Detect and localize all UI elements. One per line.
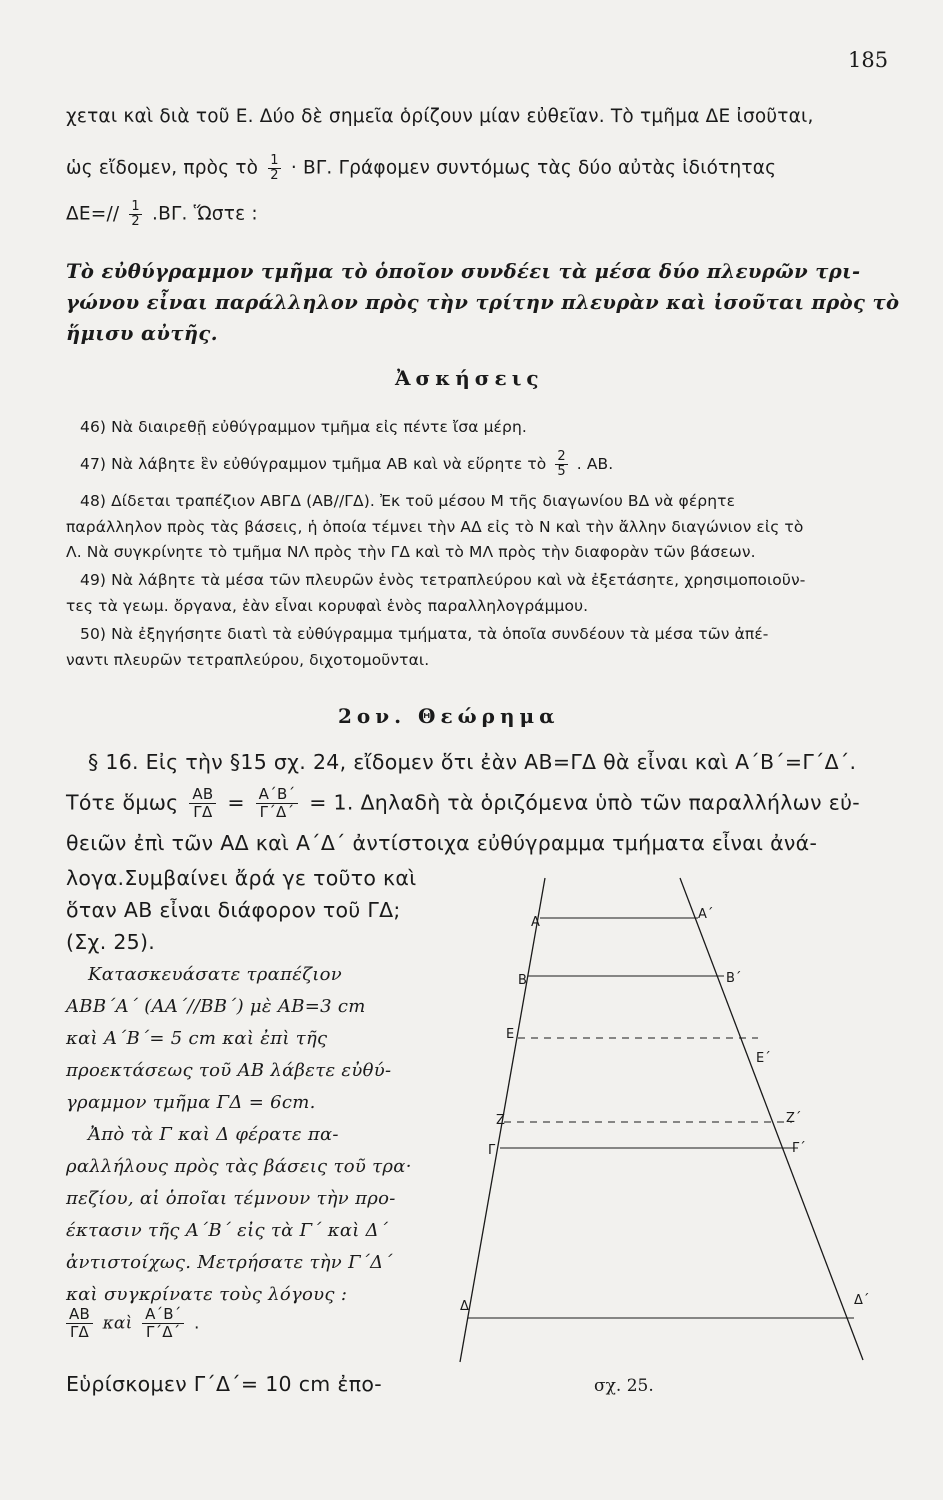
two-fifths-fraction bbox=[555, 450, 567, 479]
two-fifths-den: 5 bbox=[557, 464, 566, 479]
exercise-50-line-2: ναντι πλευρῶν τετραπλεύρου, διχοτομοῦνται. bbox=[66, 651, 430, 669]
exercises-heading: Ἀσκήσεις bbox=[395, 366, 544, 390]
last-line: Εὑρίσκομεν Γ΄Δ΄= 10 cm ἐπο- bbox=[66, 1372, 382, 1396]
ratio-ab-2: ΑΒ bbox=[66, 1306, 93, 1324]
construction-line-10: ἀντιστοίχως. Μετρήσατε τὴν Γ΄Δ΄ bbox=[66, 1252, 393, 1273]
equals-sign: = bbox=[227, 790, 245, 815]
ratio-g1d1: Γ΄Δ΄ bbox=[259, 803, 295, 821]
construction-line-5: γραμμον τμῆμα ΓΔ = 6cm. bbox=[66, 1092, 316, 1113]
section16-line-2b: = 1. Δηλαδὴ τὰ ὁριζόμενα ὑπὸ τῶν παραλλήλων εὐ- bbox=[309, 790, 860, 815]
section16-line-2a: Τότε ὅμως bbox=[66, 790, 179, 815]
intro-line-1: χεται καὶ διὰ τοῦ Ε. Δύο δὲ σημεῖα ὁρίζουν μίαν εὐθεῖαν. Τὸ τμῆμα ΔΕ ἰσοῦται, bbox=[66, 106, 814, 127]
ratio-g1d1-2: Γ΄Δ΄ bbox=[146, 1323, 181, 1341]
label-d: Δ bbox=[460, 1299, 469, 1314]
ratio-ab-gd bbox=[189, 786, 216, 821]
exercise-48-line-3: Λ. Νὰ συγκρίνητε τὸ τμῆμα ΝΛ πρὸς τὴν ΓΔ καὶ τὸ ΜΛ πρὸς τὴν διαφορὰν τῶν βάσεων. bbox=[66, 543, 756, 561]
construction-line-8: πεζίου, αἱ ὁποῖαι τέμνουν τὴν προ- bbox=[66, 1188, 396, 1209]
label-g1: Γ΄ bbox=[792, 1141, 806, 1156]
half-den-2: 2 bbox=[131, 214, 140, 229]
intro-line-2a: ὡς εἴδομεν, πρὸς τὸ bbox=[66, 157, 259, 179]
intro-line-3 bbox=[66, 200, 258, 229]
label-z: Ζ bbox=[496, 1113, 505, 1128]
construction-line-9: έκτασιν τῆς Α΄Β΄ εἰς τὰ Γ΄ καὶ Δ΄ bbox=[66, 1220, 389, 1241]
section16-line-3: θειῶν ἐπὶ τῶν ΑΔ καὶ Α΄Δ΄ ἀντίστοιχα εὐθύγραμμα τμήματα εἶναι ἀνά- bbox=[66, 831, 818, 855]
ratio-a1b1-g1d1-2 bbox=[142, 1306, 184, 1341]
exercise-50-line-1: 50) Νὰ ἐξηγήσητε διατὶ τὰ εὐθύγραμμα τμήματα, τὰ ὁποῖα συνδέουν τὰ μέσα τῶν ἀπέ- bbox=[80, 625, 769, 643]
construction-line-1: Κατασκευάσατε τραπέζιον bbox=[88, 964, 343, 985]
intro-line-3a: ΔΕ=// bbox=[66, 203, 120, 225]
theorem-line-2: γώνου εἶναι παράλληλον πρὸς τὴν τρίτην πλευρὰν καὶ ἰσοῦται πρὸς τὸ bbox=[66, 291, 900, 314]
construction-line-7: ραλλήλους πρὸς τὰς βάσεις τοῦ τρα· bbox=[66, 1156, 412, 1177]
exercise-47 bbox=[80, 450, 613, 479]
ratio-gd-2: ΓΔ bbox=[69, 1323, 89, 1341]
ratio-ab: ΑΒ bbox=[189, 786, 216, 804]
ratio-a1b1: Α΄Β΄ bbox=[256, 786, 299, 804]
ratio-a1b1-g1d1 bbox=[256, 786, 299, 821]
section16-line-6: (Σχ. 25). bbox=[66, 930, 156, 954]
ratio-end-dot: . bbox=[194, 1313, 200, 1334]
label-e1: Ε΄ bbox=[756, 1051, 771, 1066]
section16-line-1: § 16. Εἰς τὴν §15 σχ. 24, εἴδομεν ὅτι ἐὰν ΑΒ=ΓΔ θὰ εἶναι καὶ Α΄Β΄=Γ΄Δ΄. bbox=[88, 750, 857, 774]
ratio-ab-gd-2 bbox=[66, 1306, 93, 1341]
theorem-line-3: ἥμισυ αὐτῆς. bbox=[66, 322, 218, 345]
ratio-gd: ΓΔ bbox=[193, 803, 213, 821]
section16-line-4: λογα.Συμβαίνει ἄρά γε τοῦτο καὶ bbox=[66, 866, 417, 890]
kai-word: καὶ bbox=[102, 1313, 133, 1334]
exercise-48-line-2: παράλληλον πρὸς τὰς βάσεις, ἡ ὁποία τέμνει τὴν ΑΔ εἰς τὸ Ν καὶ τὴν ἄλλην διαγώνιον εἰς τὸ bbox=[66, 518, 804, 536]
label-a1: Α΄ bbox=[698, 907, 714, 922]
exercise-48-line-1: 48) Δίδεται τραπέζιον ΑΒΓΔ (ΑΒ//ΓΔ). Ἐκ τοῦ μέσου Μ τῆς διαγωνίου ΒΔ νὰ φέρητε bbox=[80, 492, 736, 510]
construction-line-4: προεκτάσεως τοῦ ΑΒ λάβετε εὐθύ- bbox=[66, 1060, 392, 1081]
section16-line-2 bbox=[66, 786, 860, 821]
label-e: Ε bbox=[506, 1027, 515, 1042]
half-den: 2 bbox=[270, 168, 279, 183]
page-number: 185 bbox=[848, 48, 889, 72]
label-a: Α bbox=[531, 915, 540, 930]
half-num: 1 bbox=[270, 153, 279, 168]
half-num-2: 1 bbox=[131, 199, 140, 214]
half-fraction bbox=[268, 154, 280, 183]
theorem-line-1: Τὸ εὐθύγραμμον τμῆμα τὸ ὁποῖον συνδέει τὰ μέσα δύο πλευρῶν τρι- bbox=[66, 260, 861, 283]
figure-25 bbox=[440, 870, 880, 1370]
theorem2-heading: 2ον. Θεώρημα bbox=[338, 704, 560, 728]
section16-line-5: ὅταν ΑΒ εἶναι διάφορον τοῦ ΓΔ; bbox=[66, 898, 401, 922]
label-z1: Ζ΄ bbox=[786, 1111, 802, 1126]
intro-line-2b: · ΒΓ. Γράφομεν συντόμως τὰς δύο αὐτὰς ἰδιότητας bbox=[290, 157, 777, 179]
ratios-line bbox=[66, 1306, 200, 1341]
exercise-46: 46) Νὰ διαιρεθῇ εὐθύγραμμον τμῆμα εἰς πέντε ἴσα μέρη. bbox=[80, 418, 527, 436]
exercise-49-line-2: τες τὰ γεωμ. ὄργανα, ἐὰν εἶναι κορυφαὶ ἑνὸς παραλληλογράμμου. bbox=[66, 597, 589, 615]
label-b1: Β΄ bbox=[726, 971, 742, 986]
exercise-47a: 47) Νὰ λάβητε ἓν εὐθύγραμμον τμῆμα ΑΒ καὶ νὰ εὕρητε τὸ bbox=[80, 455, 547, 473]
construction-line-6: Ἀπὸ τὰ Γ καὶ Δ φέρατε πα- bbox=[88, 1124, 339, 1145]
line-a1-d1 bbox=[680, 878, 863, 1360]
exercise-47b: . ΑΒ. bbox=[576, 455, 614, 473]
exercise-49-line-1: 49) Νὰ λάβητε τὰ μέσα τῶν πλευρῶν ἑνὸς τετραπλεύρου καὶ νὰ ἐξετάσητε, χρησιμοποιοῦν- bbox=[80, 571, 806, 589]
half-fraction-2 bbox=[129, 200, 141, 229]
label-b: Β bbox=[518, 973, 527, 988]
intro-line-3b: .ΒΓ. Ὥστε : bbox=[151, 203, 258, 225]
label-g: Γ bbox=[488, 1143, 496, 1158]
ratio-a1b1-2: Α΄Β΄ bbox=[142, 1306, 184, 1324]
figure-caption: σχ. 25. bbox=[594, 1376, 654, 1396]
intro-line-2 bbox=[66, 154, 776, 183]
label-d1: Δ΄ bbox=[854, 1293, 870, 1308]
construction-line-3: καὶ Α΄Β΄= 5 cm καὶ ἐπὶ τῆς bbox=[66, 1028, 328, 1049]
construction-line-11: καὶ συγκρίνατε τοὺς λόγους : bbox=[66, 1284, 348, 1305]
construction-line-2: ΑΒΒ΄Α΄ (ΑΑ΄//ΒΒ΄) μὲ ΑΒ=3 cm bbox=[66, 996, 366, 1017]
two-fifths-num: 2 bbox=[557, 449, 566, 464]
